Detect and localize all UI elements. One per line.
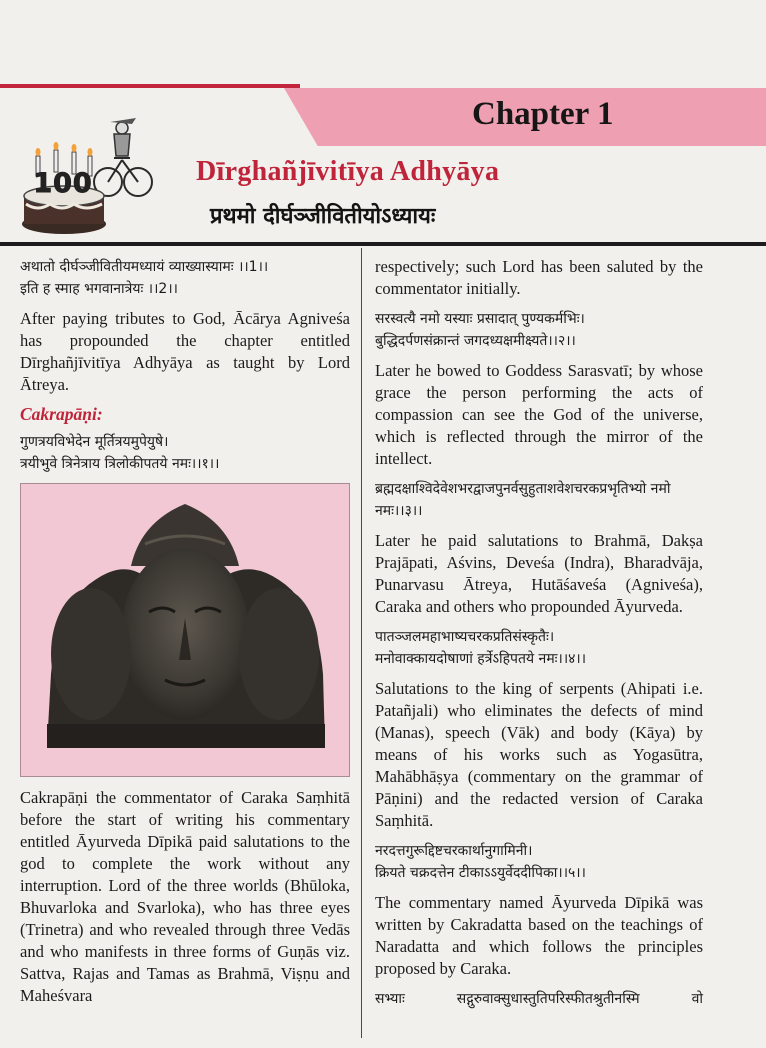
sloka-naradatta: नरदत्तगुरूद्दिष्टचरकार्थानुगामिनी। क्रियते चक्रदत्तेन टीकाऽऽयुर्वेददीपिका।।५।। (375, 843, 586, 881)
header-red-line (0, 84, 300, 88)
sloka-patanjali: पातञ्जलमहाभाष्यचरकप्रतिसंस्कृतैः। मनोवाक्कायदोषाणां हर्त्रेऽहिपतये नमः।।४।। (375, 629, 587, 667)
chapter-title-english: Dīrghañjīvitīya Adhyāya (196, 156, 500, 187)
sloka-brahma: ब्रह्मदक्षाश्विदेवेशभरद्वाजपुनर्वसुहुताशवेशचरकप्रभृतिभ्यो नमो नमः।।३।। (375, 481, 671, 519)
patanjali-paragraph: Salutations to the king of serpents (Ahipati i.e. Patañjali) who eliminates the defects of mind (Manas), speech (Vāk) and body (Kāya) by means of his works such as Yogasūtra, Mahābhāṣya (commentary on the grammar of Pāṇini) and the redacted version of Caraka Saṃhitā. (375, 679, 703, 830)
sabhya-text: सद्गुरुवाक्सुधास्तुतिपरिस्फीतश्रुतीनस्मि (456, 991, 640, 1007)
brahma-paragraph: Later he paid salutations to Brahmā, Dakṣa Prajāpati, Aśvins, Deveśa (Indra), Bharadvāja, Punarvasu Ātreya, Hutāśaveśa (Agniveśa), Caraka and others who propounded Āyurveda. (375, 531, 703, 616)
column-divider (361, 248, 362, 1038)
header-rule (0, 242, 766, 246)
sloka-sarasvati: सरस्वत्यै नमो यस्याः प्रसादात् पुण्यकर्मभिः। बुद्धिदर्पणसंक्रान्तं जगदध्यक्षमीक्ष्यते।।२।। (375, 311, 585, 349)
sloka-cakrapani-1: गुणत्रयविभेदेन मूर्तित्रयमुपेयुषे। त्रयीभुवे त्रिनेत्राय त्रिलोकीपतये नमः।।१।। (20, 434, 220, 472)
intro-text: After paying tributes to God, Ācārya Agniveśa has propounded the chapter entitled Dīrghañjīvitīya Adhyāya as taught by Lord Ātreya. (20, 309, 350, 394)
sarasvati-paragraph: Later he bowed to Goddess Sarasvatī; by whose grace the person performing the acts of compassion can see the God of the universe, which is reflected through the mirror of the intellect. (375, 361, 703, 468)
deity-sculpture-image (20, 483, 350, 777)
logo-number: 100 (33, 168, 93, 199)
sabhya-word: सभ्याः (375, 991, 405, 1007)
sloka-1-2: अथातो दीर्घञ्जीवितीयमध्यायं व्याख्यास्यामः ।।1।। इति ह स्माह भगवानात्रेयः ।।2।। (20, 259, 269, 297)
sloka-sabhya (375, 988, 703, 1010)
intro-paragraph (20, 308, 350, 396)
chapter-title-devanagari: प्रथमो दीर्घञ्जीवितीयोऽध्यायः (210, 204, 436, 229)
cakrapani-paragraph: Cakrapāṇi the commentator of Caraka Saṃhitā before the start of writing his commentary entitled Āyurveda Dīpikā paid salutations to the god to complete the work without any interruption. Lord of the three worlds (Bhūloka, Bhuvarloka and Svarloka), who has three eyes (Trinetra) and who revealed through three Vedās and who manifests in three forms of Guṇās viz. Sattva, Rajas and Tamas as Brahmā, Viṣṇu and Maheśvara (20, 788, 350, 1005)
chapter-title: Chapter 1 (472, 96, 614, 132)
section-label-cakrapani: Cakrapāṇi: (20, 404, 103, 424)
sabhya-end: वो (691, 991, 703, 1007)
continuation-paragraph: respectively; such Lord has been saluted by the commentator initially. (375, 257, 703, 298)
left-column (20, 256, 350, 1015)
right-column (375, 256, 703, 1010)
naradatta-paragraph: The commentary named Āyurveda Dīpikā was written by Cakradatta based on the teachings of Naradatta and which follows the principles proposed by Caraka. (375, 893, 703, 978)
sculpture-icon (21, 484, 349, 776)
